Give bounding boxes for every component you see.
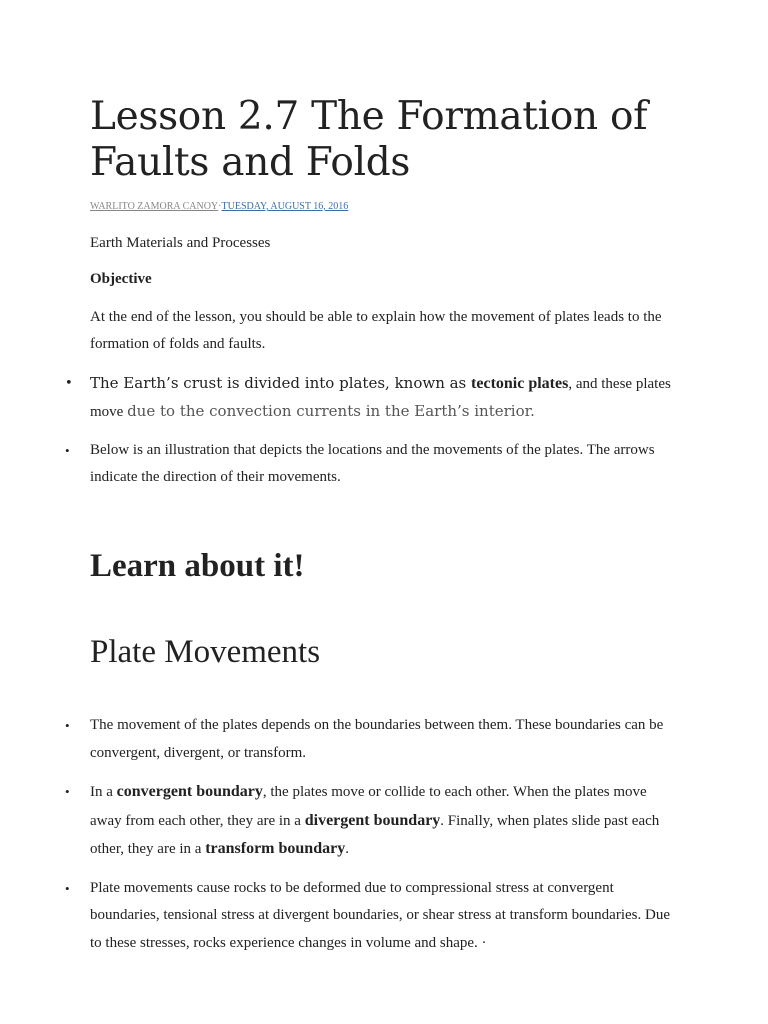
term-convergent-boundary: convergent boundary: [116, 783, 263, 800]
title-line-1: Lesson 2.7 The Formation of: [90, 94, 648, 139]
plate-movements-list: [65, 712, 680, 957]
bullet-text: , and these plates move: [90, 376, 671, 420]
list-item: [65, 712, 680, 767]
bullet-text: .: [345, 841, 349, 857]
objective-text: At the end of the lesson, you should be able to explain how the movement of plates leads to the formation of folds and faults.: [90, 309, 662, 352]
post-meta: [90, 200, 680, 214]
intro-list: [65, 370, 680, 491]
term-tectonic-plates: tectonic plates: [471, 375, 569, 392]
bullet-marker: •: [65, 718, 70, 733]
bullet-text: . Finally, when plates slide past each other, they are in a: [90, 812, 660, 857]
article-title: [90, 94, 680, 186]
date-link[interactable]: TUESDAY, AUGUST 16, 2016: [221, 201, 349, 212]
list-item: [65, 437, 680, 491]
bullet-text: Below is an illustration that depicts the locations and the movements of the plates. The arrows indicate the direction of their movements.: [90, 442, 655, 485]
bullet-text: The Earth’s crust is divided into plates, known as: [90, 374, 472, 392]
bullet-marker: •: [65, 784, 70, 799]
article-body: [65, 94, 680, 957]
list-item: [65, 370, 680, 426]
bullet-text: In a: [90, 784, 117, 800]
bullet-marker: •: [65, 443, 70, 458]
bullet-marker: •: [65, 880, 70, 896]
term-transform-boundary: transform boundary: [205, 840, 346, 857]
bullet-text: , the plates move or collide to each other. When the plates move away from each other, they are in a: [90, 784, 647, 829]
title-line-2: Faults and Folds: [90, 140, 411, 185]
objective-heading: Objective: [90, 271, 152, 287]
term-divergent-boundary: divergent boundary: [304, 811, 441, 829]
subject-line: Earth Materials and Processes: [90, 235, 271, 251]
author-link[interactable]: WARLITO ZAMORA CANOY: [90, 201, 219, 212]
section-heading-learn: Learn about it!: [90, 548, 305, 584]
bullet-text-tail: due to the convection currents in the Earth’s interior.: [127, 402, 535, 420]
list-item: [65, 875, 680, 958]
section-heading-plate-movements: Plate Movements: [90, 634, 321, 670]
meta-separator: ·: [218, 201, 222, 212]
bullet-marker: •: [65, 376, 73, 391]
list-item: [65, 778, 680, 864]
bullet-text: The movement of the plates depends on the boundaries between them. These boundaries can be convergent, divergent, or transform.: [90, 717, 664, 761]
bullet-text: Plate movements cause rocks to be deformed due to compressional stress at convergent boundaries, tensional stress at divergent boundaries, or shear stress at transform boundaries. Due to these stresses, rocks experience changes in volume and shape. ·: [90, 879, 670, 951]
